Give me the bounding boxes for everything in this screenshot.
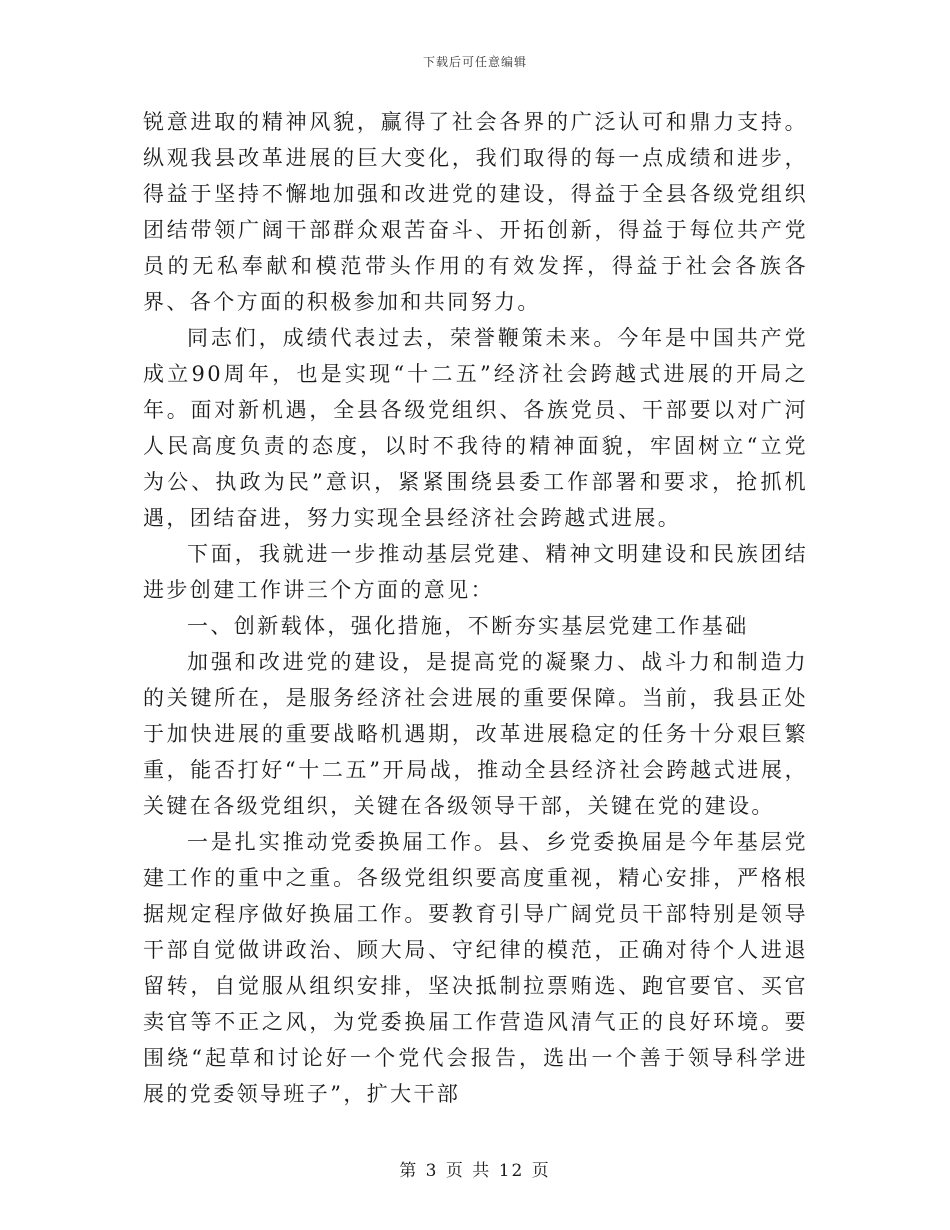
paragraph: 锐意进取的精神风貌，赢得了社会各界的广泛认可和鼎力支持。纵观我县改革进展的巨大变化，我们取得的每一点成绩和进步，得益于坚持不懈地加强和改进党的建设，得益于全县各级党组织团结带领广阔干部群众艰苦奋斗、开拓创新，得益于每位共产党员的无私奉献和模范带头作用的有效发挥，得益于社会各族各界、各个方面的积极参加和共同努力。	[143, 110, 808, 314]
paragraph: 一是扎实推动党委换届工作。县、乡党委换届是今年基层党建工作的重中之重。各级党组织要高度重视，精心安排，严格根据规定程序做好换届工作。要教育引导广阔党员干部特别是领导干部自觉做讲政治、顾大局、守纪律的模范，正确对待个人进退留转，自觉服从组织安排，坚决抵制拉票贿选、跑官要官、买官卖官等不正之风，为党委换届工作营造风清气正的良好环境。要围绕“起草和讨论好一个党代会报告，选出一个善于领导科学进展的党委领导班子”，扩大干部	[143, 830, 808, 1106]
paragraph: 同志们，成绩代表过去，荣誉鞭策未来。今年是中国共产党成立90周年，也是实现“十二五”经济社会跨越式进展的开局之年。面对新机遇，全县各级党组织、各族党员、干部要以对广河人民高度负责的态度，以时不我待的精神面貌，牢固树立“立党为公、执政为民”意识，紧紧围绕县委工作部署和要求，抢抓机遇，团结奋进，努力实现全县经济社会跨越式进展。	[143, 326, 808, 530]
paragraph: 下面，我就进一步推动基层党建、精神文明建设和民族团结进步创建工作讲三个方面的意见：	[143, 542, 808, 602]
section-heading: 一、创新载体，强化措施，不断夯实基层党建工作基础	[187, 614, 749, 638]
page-header: 下载后可任意编辑	[422, 55, 527, 69]
document-body	[143, 104, 808, 1112]
paragraph: 加强和改进党的建设，是提高党的凝聚力、战斗力和制造力的关键所在，是服务经济社会进展的重要保障。当前，我县正处于加快进展的重要战略机遇期，改革进展稳定的任务十分艰巨繁重，能否打好“十二五”开局战，推动全县经济社会跨越式进展，关键在各级党组织，关键在各级领导干部，关键在党的建设。	[143, 650, 808, 818]
page-number-footer: 第 3 页 共 12 页	[399, 1161, 551, 1181]
